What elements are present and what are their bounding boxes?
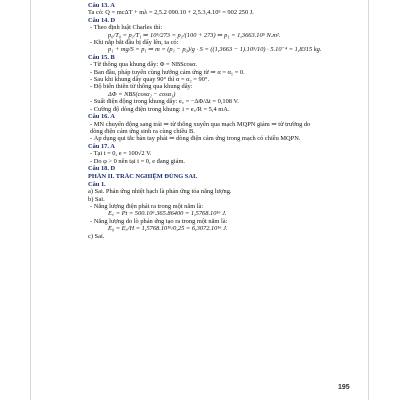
text-line: - Theo định luật Charles thì: [90, 24, 163, 32]
page-content [88, 2, 366, 240]
text-line: p₀/T₀ = p₁/T₁ ⇒ 10⁵/273 = p₁/(100 + 273) ⇒ p₁ = 1,3663.10⁵ N.m². [108, 31, 281, 39]
text-line: c) Sai. [88, 232, 105, 240]
question-heading: Câu 16. A [88, 113, 115, 121]
question-heading: Câu 18. D [88, 164, 116, 172]
text-line: - Cường độ dòng điện trong khung: i = e꜀/R = 5,4 mA. [90, 105, 230, 113]
page-number: 195 [338, 384, 350, 391]
text-line: - Từ thông qua khung dây: Φ = NBScosα. [90, 61, 198, 69]
page-border-left [30, 0, 31, 400]
text-line: - Suất điện động trong khung dây: e꜀ = −ΔΦ/Δt = 0,108 V. [90, 98, 239, 106]
text-line: - MN chuyển động sang trái ⇒ từ thông xuyên qua mạch MQPN giảm ⇒ từ trường do [90, 120, 311, 128]
text-line: - Tại t = 0, e = 100√2 V. [90, 150, 152, 158]
text-line: - Sau khi khung dây quay 90° thì α = α₂ = 90°. [90, 76, 210, 84]
section-heading: PHẦN II. TRẮC NGHIỆM ĐÚNG SAI. [88, 173, 198, 181]
question-heading: Câu 13. A [88, 2, 115, 9]
text-line: - Năng lượng điện phát ra trong một năm là: [90, 202, 204, 210]
text-line: - Độ biến thiên từ thông qua khung dây: [90, 83, 193, 91]
text-line: - Do φ > 0 nên tại t = 0, e đang giảm. [90, 157, 186, 165]
text-line: b) Sai. [88, 195, 105, 203]
question-heading: Câu 15. B [88, 53, 115, 61]
page-border-right [368, 0, 369, 400]
text-line: Ta có: Q = mcΔT + mλ = 2,5.2 090.10 + 2,5.3,4.10⁵ = 902 250 J. [88, 9, 254, 17]
question-heading: Câu 14. D [88, 16, 116, 24]
question-heading: Câu 17. A [88, 142, 115, 150]
text-line: dòng điện cảm ứng sinh ra cùng chiều B. [90, 127, 195, 135]
text-line: - Ban đầu, pháp tuyến cùng hướng cảm ứng từ ⇒ α = α₁ = 0. [90, 68, 245, 76]
text-line: - Khi nắp bắt đầu bị đẩy lên, ta có: [90, 39, 179, 47]
text-line: - Năng lượng do lò phản ứng tạo ra trong một năm là: [90, 217, 228, 225]
question-heading: Câu 1. [88, 180, 106, 188]
text-line: E₀ = E꜀/H = 1,5768.10¹⁶/0,25 = 6,3072.10¹⁶ J. [108, 225, 228, 233]
text-line: p₁ + mg/S = p₁ ⇒ m = (p₁ − p₀)/g · S = ((1,3663 − 1).10⁵/10) · 5.10⁻⁴ = 1,8315 kg. [108, 46, 322, 54]
text-line: ΔΦ = NBS(cosα₂ − cosα₁) [108, 90, 176, 98]
text-line: - Áp dụng qui tắc bàn tay phải ⇒ dòng điện cảm ứng trong mạch có chiều MQPN. [90, 135, 301, 143]
text-line: E꜀ = Pt = 500.10⁶.365.86400 = 1,5768.10¹⁶ J. [108, 210, 227, 218]
text-line: a) Sai. Phản ứng nhiệt hạch là phản ứng tỏa năng lượng. [88, 188, 232, 196]
